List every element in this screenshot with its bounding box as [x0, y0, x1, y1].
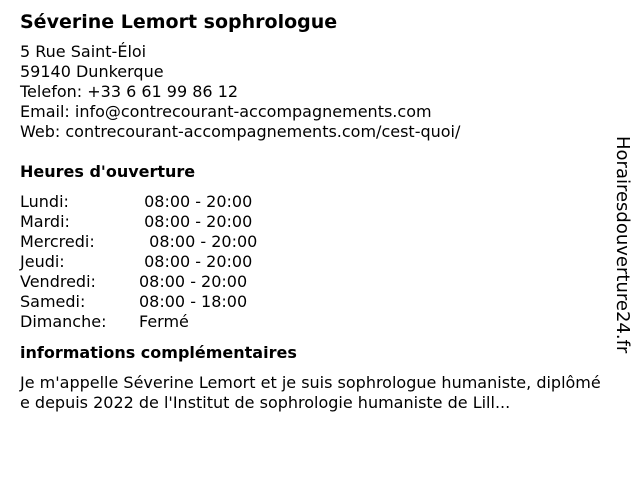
day-hours: 08:00 - 20:00: [139, 252, 253, 271]
phone-number[interactable]: +33 6 61 99 86 12: [87, 82, 239, 101]
day-hours: 08:00 - 20:00: [139, 272, 248, 291]
address-street: 5 Rue Saint-Éloi: [20, 42, 147, 61]
business-name: Séverine Lemort sophrologue: [20, 11, 338, 33]
phone-line: [20, 82, 610, 102]
hours-row-monday: [20, 192, 610, 212]
site-watermark-label: Horairesdouverture24.fr: [612, 136, 633, 354]
phone-label: Telefon:: [20, 82, 83, 101]
hours-row-saturday: [20, 292, 610, 312]
day-hours: 08:00 - 18:00: [139, 292, 248, 311]
opening-hours-list: [20, 192, 610, 332]
additional-info-text: Je m'appelle Séverine Lemort et je suis sophrologue humaniste, diplômée depuis 2022 de l'Institut de sophrologie humaniste de Lill...: [20, 373, 601, 412]
business-card: [20, 10, 610, 413]
day-label: Mercredi:: [20, 232, 95, 251]
additional-info-heading: informations complémentaires: [20, 343, 297, 362]
day-hours: Fermé: [139, 312, 189, 331]
day-label: Samedi:: [20, 292, 86, 311]
web-label: Web:: [20, 122, 61, 141]
hours-row-friday: [20, 272, 610, 292]
hours-row-thursday: [20, 252, 610, 272]
day-hours: 08:00 - 20:00: [139, 192, 253, 211]
day-label: Dimanche:: [20, 312, 107, 331]
day-label: Mardi:: [20, 212, 70, 231]
email-label: Email:: [20, 102, 70, 121]
web-link[interactable]: contrecourant-accompagnements.com/cest-quoi/: [65, 122, 461, 141]
day-label: Vendredi:: [20, 272, 96, 291]
day-label: Lundi:: [20, 192, 69, 211]
web-line: [20, 122, 610, 142]
email-line: [20, 102, 610, 122]
hours-row-tuesday: [20, 212, 610, 232]
opening-hours-heading: Heures d'ouverture: [20, 162, 196, 181]
email-link[interactable]: info@contrecourant-accompagnements.com: [74, 102, 432, 121]
day-label: Jeudi:: [20, 252, 65, 271]
address-city: 59140 Dunkerque: [20, 62, 164, 81]
hours-row-sunday: [20, 312, 610, 332]
day-hours: 08:00 - 20:00: [139, 212, 253, 231]
day-hours: 08:00 - 20:00: [139, 232, 258, 251]
hours-row-wednesday: [20, 232, 610, 252]
